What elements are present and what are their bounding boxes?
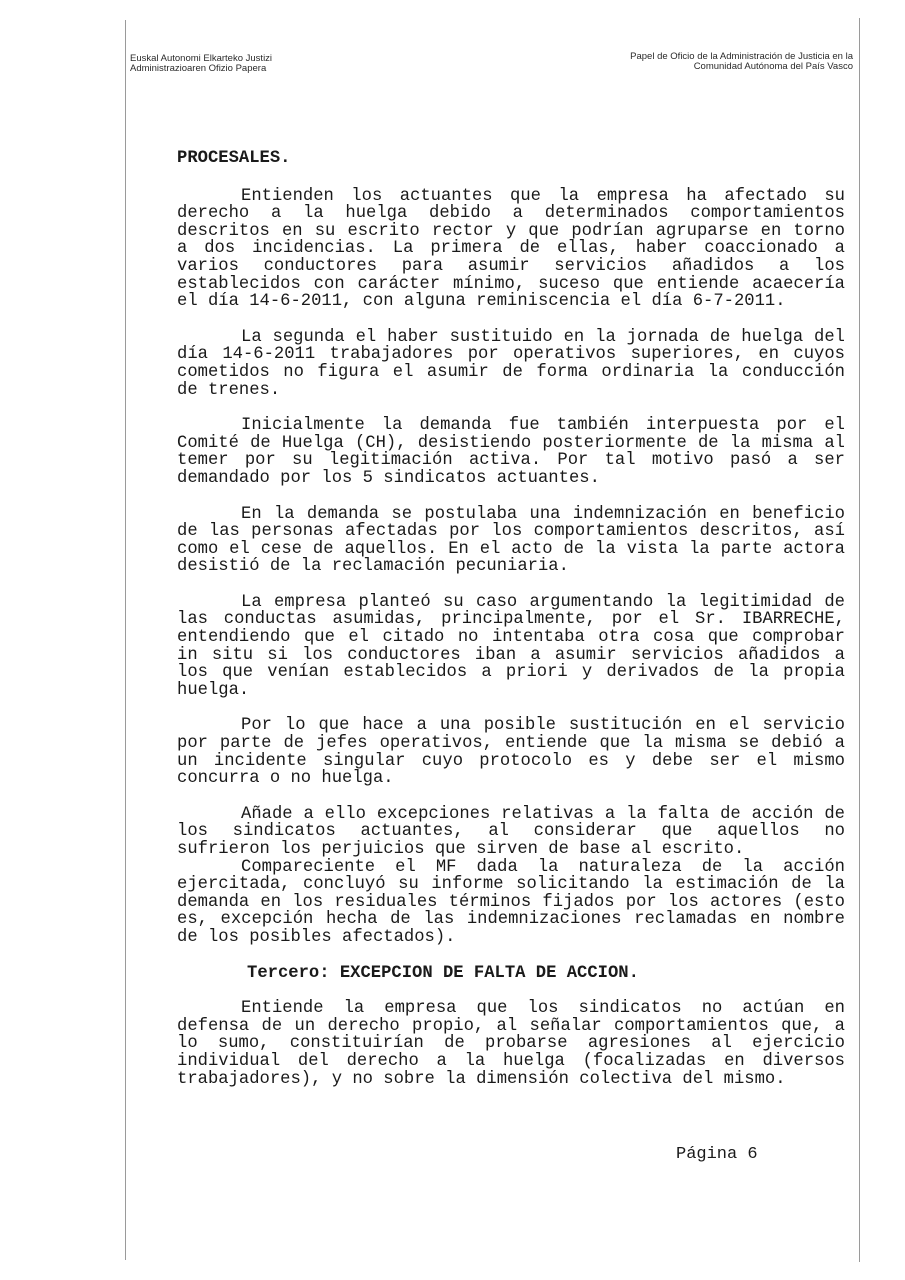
- paragraph: Por lo que hace a una posible sustitución en el servicio por parte de jefes operativos, entiende que la misma se debió a un incidente singular cuyo protocolo es y debe ser el mismo concurra o no huelga.: [177, 716, 845, 789]
- paragraph: Entiende la empresa que los sindicatos no actúan en defensa de un derecho propio, al señalar comportamientos que, a lo sumo, constituirían de probarse agresiones al ejercicio individual del derecho a la huelga (focalizadas en diversos trabajadores), y no sobre la dimensión colectiva del mismo.: [177, 999, 845, 1089]
- header-left-line-1: Euskal Autonomi Elkarteko Justizi: [130, 53, 273, 64]
- page-number: Página 6: [676, 1145, 758, 1164]
- document-body: [177, 150, 845, 1106]
- header-right-line-2: Comunidad Autónoma del País Vasco: [693, 61, 853, 72]
- header-right-line-1: Papel de Oficio de la Administración de Justicia en la: [630, 51, 853, 62]
- header-basque-text: [130, 54, 272, 74]
- left-margin-rule: [125, 20, 126, 1260]
- section-heading: PROCESALES.: [177, 149, 291, 168]
- paragraph: Añade a ello excepciones relativas a la falta de acción de los sindicatos actuantes, al considerar que aquellos no sufrieron los perjuicios que sirven de base al escrito.: [177, 804, 845, 859]
- paragraph: En la demanda se postulaba una indemnización en beneficio de las personas afectadas por los comportamientos descritos, así como el cese de aquellos. En el acto de la vista la parte actora desistió de la reclamación pecuniaria.: [177, 504, 845, 577]
- right-margin-rule: [859, 18, 860, 1262]
- paragraph: La segunda el haber sustituido en la jornada de huelga del día 14-6-2011 trabajadores por operativos superiores, en cuyos cometidos no figura el asumir de forma ordinaria la conducción de trenes.: [177, 327, 845, 400]
- paragraph: La empresa planteó su caso argumentando la legitimidad de las conductas asumidas, principalmente, por el Sr. IBARRECHE, entendiendo que el citado no intentaba otra cosa que comprobar in situ si los conductores iban a asumir servicios añadidos a los que venían establecidos a priori y derivados de la propia huelga.: [177, 592, 845, 700]
- paragraph: Inicialmente la demanda fue también interpuesta por el Comité de Huelga (CH), desistiendo posteriormente de la misma al temer por su legitimación activa. Por tal motivo pasó a ser demandado por los 5 sindicatos actuantes.: [177, 416, 845, 488]
- paragraph: Entienden los actuantes que la empresa ha afectado su derecho a la huelga debido a determinados comportamientos descritos en su escrito rector y que podrían agruparse en torno a dos incidencias. La primera de ellas, haber coaccionado a varios conductores para asumir servicios añadidos a los establecidos con carácter mínimo, suceso que entiende acaecería el día 14-6-2011, con alguna reminiscencia el día 6-7-2011.: [177, 186, 845, 312]
- subsection-heading: Tercero: EXCEPCION DE FALTA DE ACCION.: [247, 963, 639, 983]
- header-spanish-text: [630, 52, 853, 72]
- header-left-line-2: Administrazioaren Ofizio Papera: [130, 63, 267, 74]
- paragraph: Compareciente el MF dada la naturaleza de la acción ejercitada, concluyó su informe solicitando la estimación de la demanda en los residuales términos fijados por los actores (esto es, excepción hecha de las indemnizaciones reclamadas en nombre de los posibles afectados).: [177, 857, 845, 947]
